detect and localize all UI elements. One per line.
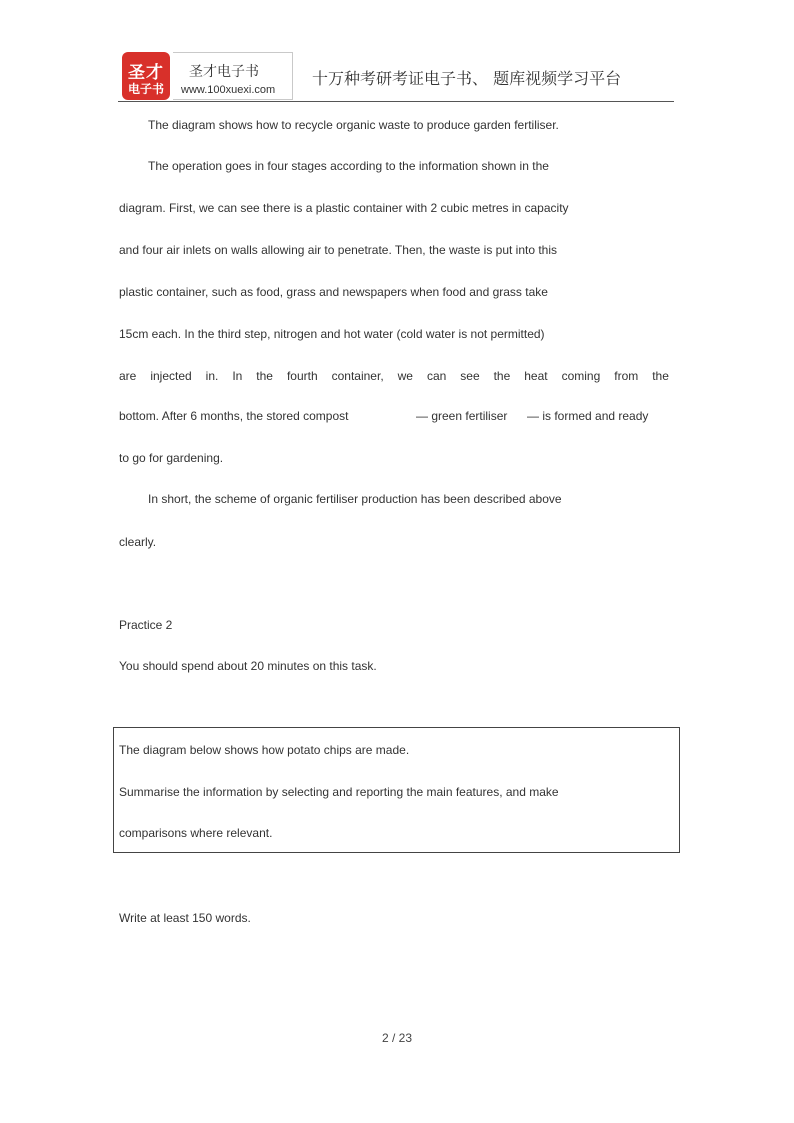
word: the [493, 369, 511, 383]
word: from [614, 369, 639, 383]
task-prompt-line: The diagram below shows how potato chips are made. [119, 743, 410, 757]
brand-logo [122, 52, 170, 100]
task-prompt-line: Summarise the information by selecting and reporting the main features, and make [119, 785, 559, 799]
word: fourth [286, 369, 318, 383]
page-number: 2 / 23 [381, 1031, 413, 1045]
word-count-instruction: Write at least 150 words. [119, 911, 251, 925]
justified-paragraph-line [119, 369, 669, 383]
word: see [460, 369, 480, 383]
page-header [118, 50, 674, 102]
word: In [232, 369, 243, 383]
section-title: Practice 2 [119, 618, 173, 632]
paragraph-line: bottom. After 6 months, the stored compost [119, 409, 349, 423]
logo-text-bottom: 电子书 [127, 82, 164, 96]
word: coming [561, 369, 601, 383]
header-slogan: 十万种考研考证电子书、 题库视频学习平台 [312, 69, 622, 88]
paragraph-line: clearly. [119, 535, 157, 549]
word: the [652, 369, 669, 383]
time-instruction: You should spend about 20 minutes on this task. [119, 659, 377, 673]
brand-box [173, 52, 293, 100]
paragraph-line: 15cm each. In the third step, nitrogen and hot water (cold water is not permitted) [119, 327, 545, 341]
paragraph-line-fragment: — green fertiliser [416, 409, 508, 423]
paragraph-line: In short, the scheme of organic fertiliser production has been described above [148, 492, 562, 506]
logo-text-top: 圣才 [128, 63, 164, 83]
paragraph-line: to go for gardening. [119, 451, 224, 465]
header-divider [118, 101, 674, 102]
paragraph-intro: The diagram shows how to recycle organic waste to produce garden fertiliser. [148, 118, 559, 132]
site-name: 圣才电子书 [189, 64, 259, 80]
paragraph-line: and four air inlets on walls allowing air to penetrate. Then, the waste is put into this [119, 243, 558, 257]
site-url: www.100xuexi.com [181, 84, 276, 96]
word: injected [150, 369, 192, 383]
word: in. [205, 369, 219, 383]
paragraph-line-fragment: — is formed and ready [527, 409, 649, 423]
paragraph-line: plastic container, such as food, grass and newspapers when food and grass take [119, 285, 548, 299]
paragraph-line: The operation goes in four stages according to the information shown in the [148, 159, 549, 173]
word: we [397, 369, 413, 383]
word: are [119, 369, 137, 383]
word: container, [331, 369, 384, 383]
paragraph-line: diagram. First, we can see there is a plastic container with 2 cubic metres in capacity [119, 201, 569, 215]
word: heat [524, 369, 548, 383]
word: can [426, 369, 447, 383]
task-prompt-line: comparisons where relevant. [119, 826, 273, 840]
word: the [256, 369, 273, 383]
